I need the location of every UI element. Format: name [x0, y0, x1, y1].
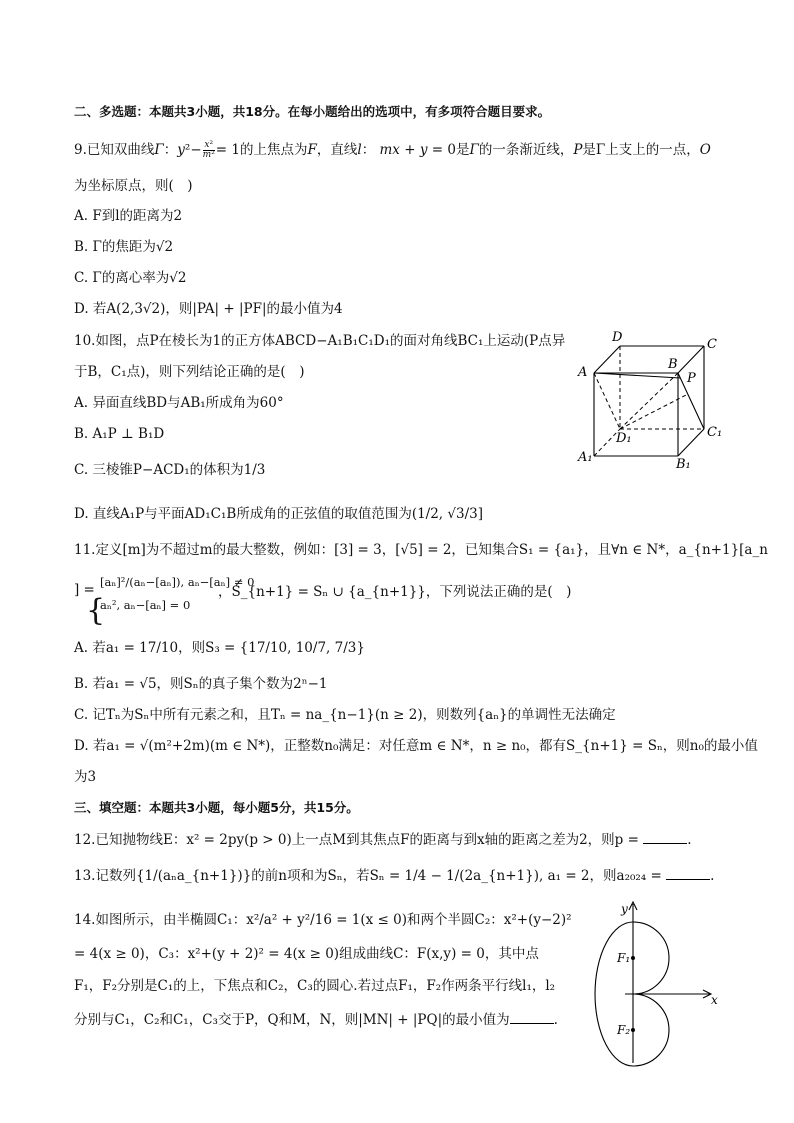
cube-label-b: B — [668, 357, 678, 372]
cube-label-d1: D₁ — [616, 431, 632, 446]
q13-end: . — [710, 868, 715, 884]
q10-option-b: B. A₁P ⊥ B₁D — [74, 426, 165, 442]
q9-option-a: A. F到l的距离为2 — [74, 208, 183, 224]
q9-text-3: ，直线 — [316, 142, 358, 158]
q12-answer-blank[interactable] — [643, 831, 687, 844]
section-3-title: 三、填空题：本题共3小题，每小题5分，共15分。 — [74, 800, 359, 815]
q14-line-1: 14.如图所示，由半椭圆C₁：x²/a² + y²/16 = 1(x ≤ 0)和两个半圆C₂：x²+(y−2)² — [74, 912, 572, 928]
q11-option-a: A. 若a₁ = 17/10，则S₃ = {17/10, 10/7, 7/3} — [74, 640, 365, 656]
curve-label-y: y — [621, 902, 628, 916]
q11-bracket-close: ] = — [74, 582, 95, 598]
q13-text: 13.记数列{1/(aₙa_{n+1})}的前n项和为Sₙ，若Sₙ = 1/4 − 1/(2a_{n+1}), a₁ = 2，则a₂₀₂₄ = — [74, 868, 667, 884]
curve-label-f1: F₁ — [617, 951, 631, 965]
cube-figure — [570, 326, 730, 476]
q14-answer-blank[interactable] — [510, 1011, 554, 1024]
q13-stem — [74, 866, 714, 886]
q9-stem-line-1: 9.已知双曲线Γ：y²− $\frac{\text{x²}}{\text{m²}}$ = 1的上焦点为F，直线l： mx + y = 0是Γ的一条渐近线，P是Γ上支上的一点，O — [74, 140, 711, 160]
cube-label-a1: A₁ — [578, 450, 593, 465]
q10-option-c: C. 三棱锥P−ACD₁的体积为1/3 — [74, 462, 266, 478]
q9-text-4: 是 — [455, 142, 470, 158]
q12-end: . — [687, 832, 692, 848]
curve-figure — [585, 898, 730, 1068]
cube-label-c: C — [707, 337, 717, 352]
q9-text-6: 是Γ上支上的一点， — [582, 142, 700, 158]
q11-option-c: C. 记Tₙ为Sₙ中所有元素之和，且Tₙ = na_{n−1}(n ≥ 2)，则数列{aₙ}的单调性无法确定 — [74, 707, 616, 723]
q11-option-b: B. 若a₁ = √5，则Sₙ的真子集个数为2ⁿ−1 — [74, 676, 328, 692]
q9-option-b: B. Γ的焦距为√2 — [74, 239, 174, 255]
cube-label-p: P — [687, 371, 696, 386]
q11-case-2: aₙ², aₙ−[aₙ] = 0 — [100, 598, 191, 612]
q9-option-c: C. Γ的离心率为√2 — [74, 270, 187, 286]
q11-option-d-line-2: 为3 — [74, 769, 97, 785]
q13-answer-blank[interactable] — [666, 867, 710, 880]
q10-stem-line-2: 于B，C₁点)，则下列结论正确的是( ) — [74, 364, 305, 380]
q11-piecewise-brace: { — [86, 593, 106, 628]
cube-label-d: D — [612, 330, 623, 345]
q14-end: . — [553, 1012, 558, 1028]
curve-label-x: x — [711, 993, 718, 1007]
cube-label-c1: C₁ — [707, 425, 723, 440]
q10-stem-line-1: 10.如图，点P在棱长为1的正方体ABCD−A₁B₁C₁D₁的面对角线BC₁上运动(P点异 — [74, 333, 566, 349]
section-2-title: 二、多选题：本题共3小题，共18分。在每小题给出的选项中，有多项符合题目要求。 — [74, 104, 551, 119]
q9-text: 9.已知双曲线 — [74, 142, 155, 158]
q11-stem-line-2-post: ，S_{n+1} = Sₙ ∪ {a_{n+1}}，下列说法正确的是( ) — [218, 584, 572, 600]
q10-option-a: A. 异面直线BD与AB₁所成角为60° — [74, 395, 284, 411]
q12-text: 12.已知抛物线E：x² = 2py(p > 0)上一点M到其焦点F的距离与到x轴的距离之差为2，则p = — [74, 832, 644, 848]
q9-option-d: D. 若A(2,3√2)，则|PA| + |PF|的最小值为4 — [74, 301, 343, 317]
q12-stem — [74, 830, 692, 850]
q11-option-d-line-1: D. 若a₁ = √(m²+2m)(m ∈ N*)，正整数n₀满足：对任意m ∈ N*，n ≥ n₀，都有S_{n+1} = Sₙ，则n₀的最小值 — [74, 738, 758, 754]
q9-stem-line-2: 为坐标原点，则( ) — [74, 178, 193, 194]
q14-line-3: F₁，F₂分别是C₁的上，下焦点和C₂，C₃的圆心.若过点F₁，F₂作两条平行线l₁，l₂ — [74, 978, 556, 994]
q9-text-5: 的一条渐近线， — [478, 142, 574, 158]
q14-line-2: = 4(x ≥ 0)，C₃：x²+(y + 2)² = 4(x ≥ 0)组成曲线C：F(x,y) = 0，其中点 — [74, 946, 539, 962]
q10-option-d: D. 直线A₁P与平面AD₁C₁B所成角的正弦值的取值范围为(1/2, √3/3] — [74, 506, 483, 522]
q11-stem-line-1: 11.定义[m]为不超过m的最大整数，例如：[3] = 3，[√5] = 2，已知集合S₁ = {a₁}，且∀n ∈ N*，a_{n+1}[a_n — [74, 542, 768, 558]
curve-label-f2: F₂ — [617, 1023, 631, 1037]
q14-line-4 — [74, 1010, 558, 1030]
cube-label-b1: B₁ — [676, 457, 691, 472]
q14-text: 分别与C₁，C₂和C₁，C₃交于P，Q和M，N，则|MN| + |PQ|的最小值为 — [74, 1012, 510, 1028]
q9-text-2: 的上焦点为 — [240, 142, 308, 158]
q11-case-1: [aₙ]²/(aₙ−[aₙ]), aₙ−[aₙ] ≠ 0 — [100, 575, 255, 589]
cube-label-a: A — [578, 365, 588, 380]
